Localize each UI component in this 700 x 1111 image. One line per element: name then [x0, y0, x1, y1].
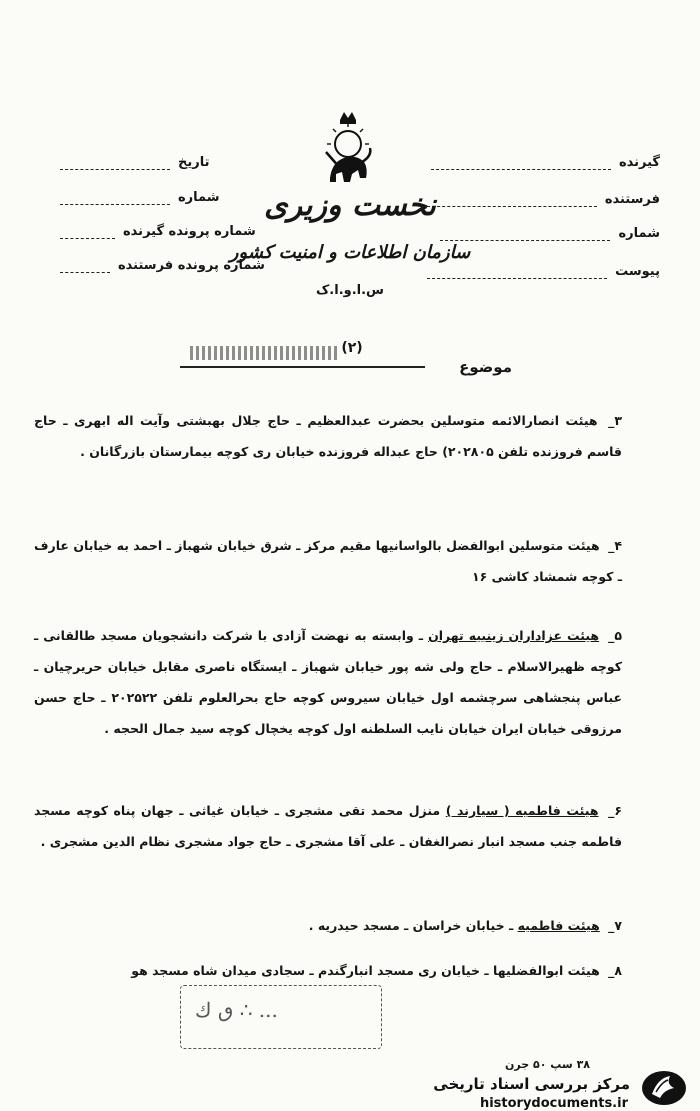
lion-and-sun-crest-icon	[318, 108, 378, 192]
date-field	[60, 155, 210, 170]
item-number: ۳_	[608, 413, 622, 428]
item-text: ـ حاج جلال بهبشتی وآیت اله ابهری ـ حاج قاسم فروزنده تلفن ۲۰۲۸۰۵) حاج عبداله فروزنده خیابان ری کوچه بیمارستان بازرگانان .	[34, 413, 622, 459]
archive-url[interactable]: historydocuments.ir	[479, 1096, 628, 1111]
archive-name: مرکز بررسی اسناد تاریخی	[433, 1075, 630, 1093]
item-text: ـ خیابان خراسان ـ مسجد حیدریه .	[308, 918, 514, 933]
item-heading: هیئت فاطمیه	[517, 918, 600, 933]
item-number: ۵_	[608, 628, 622, 643]
ref-number-field	[60, 190, 220, 205]
subject-line	[180, 366, 425, 368]
item-heading: هیئت ابوالفضلیها	[493, 963, 600, 978]
org-code: س.ا.و.ا.ک	[316, 283, 384, 298]
number-label: شماره	[618, 226, 660, 241]
item-text: ـ خیابان ری مسجد انبارگندم ـ سجادی میدان شاه مسجد هو	[131, 963, 489, 978]
recipient-field	[431, 155, 660, 170]
date-label: تاریخ	[178, 155, 210, 170]
sender-label: فرستنده	[604, 192, 660, 207]
list-item	[34, 955, 622, 986]
item-number: ۴_	[608, 538, 623, 553]
list-item	[34, 620, 622, 744]
org-title: نخست وزیری	[264, 188, 436, 223]
list-item	[34, 795, 622, 857]
list-item	[34, 405, 622, 467]
redaction-mark	[190, 346, 340, 360]
item-number: ۷_	[608, 918, 622, 933]
item-number: ۸_	[608, 963, 622, 978]
number-field	[440, 226, 660, 241]
recipient-label: گیرنده	[618, 155, 660, 170]
item-text: ـ وابسته به نهضت آزادی با شرکت دانشجویان مسجد طالقانی ـ کوچه ظهیرالاسلام ـ حاج ولی شه پور خیابان شهباز ـ ایستگاه ناصری مقابل خیابان حریرچیان ـ عباس پنجشاهی سرچشمه اول خیابان سیروس کوچه حاج بحرالعلوم تلفن ۲۰۲۵۲۲ ـ حاج حسن مرزوقی خیابان ایران خیابان نایب السلطنه اول کوچه یخچال کوچه سید جمال الحجه .	[34, 628, 622, 736]
archive-book-logo-icon	[640, 1068, 688, 1106]
org-subtitle: سازمان اطلاعات و امنیت کشور	[229, 242, 471, 263]
attachment-label: پیوست	[615, 264, 660, 279]
item-text: مقیم مرکز ـ شرق خیابان شهباز ـ احمد به خیابان عارف ـ کوچه شمشاد کاشی ۱۶	[34, 538, 622, 584]
page-number: (۲)	[341, 340, 363, 356]
footer-code: ۳۸ سپ ۵۰ جرن	[505, 1058, 590, 1071]
item-heading: هیئت انصارالائمه متوسلین بحضرت عبدالعظیم	[307, 413, 598, 428]
item-text: منزل محمد تقی مشجری ـ خیابان غیاثی ـ جهان پناه کوچه مسجد فاطمه جنب مسجد انبار نصرالغفان ـ علی آقا مشجری ـ حاج جواد مشجری نظام الدین مشجری .	[34, 803, 622, 849]
item-heading: هیئت فاطمیه ( سیارند )	[445, 803, 599, 818]
item-heading: هیئت عزاداران زینبیه تهران	[428, 628, 600, 643]
recipient-file-field	[60, 224, 256, 239]
sender-field	[427, 192, 660, 207]
ref-number-label: شماره	[178, 190, 220, 205]
list-item	[34, 530, 622, 592]
subject-label: موضوع	[459, 358, 512, 376]
handwritten-mark: ٯ ك ∴ ...	[195, 998, 278, 1022]
item-number: ۶_	[608, 803, 622, 818]
recipient-file-label: شماره پرونده گیرنده	[123, 224, 256, 239]
sender-file-label: شماره پرونده فرستنده	[118, 258, 265, 273]
list-item	[34, 910, 622, 941]
item-heading: هیئت متوسلین ابوالفضل بالواسانیها	[375, 538, 600, 553]
attachment-field	[427, 264, 660, 279]
